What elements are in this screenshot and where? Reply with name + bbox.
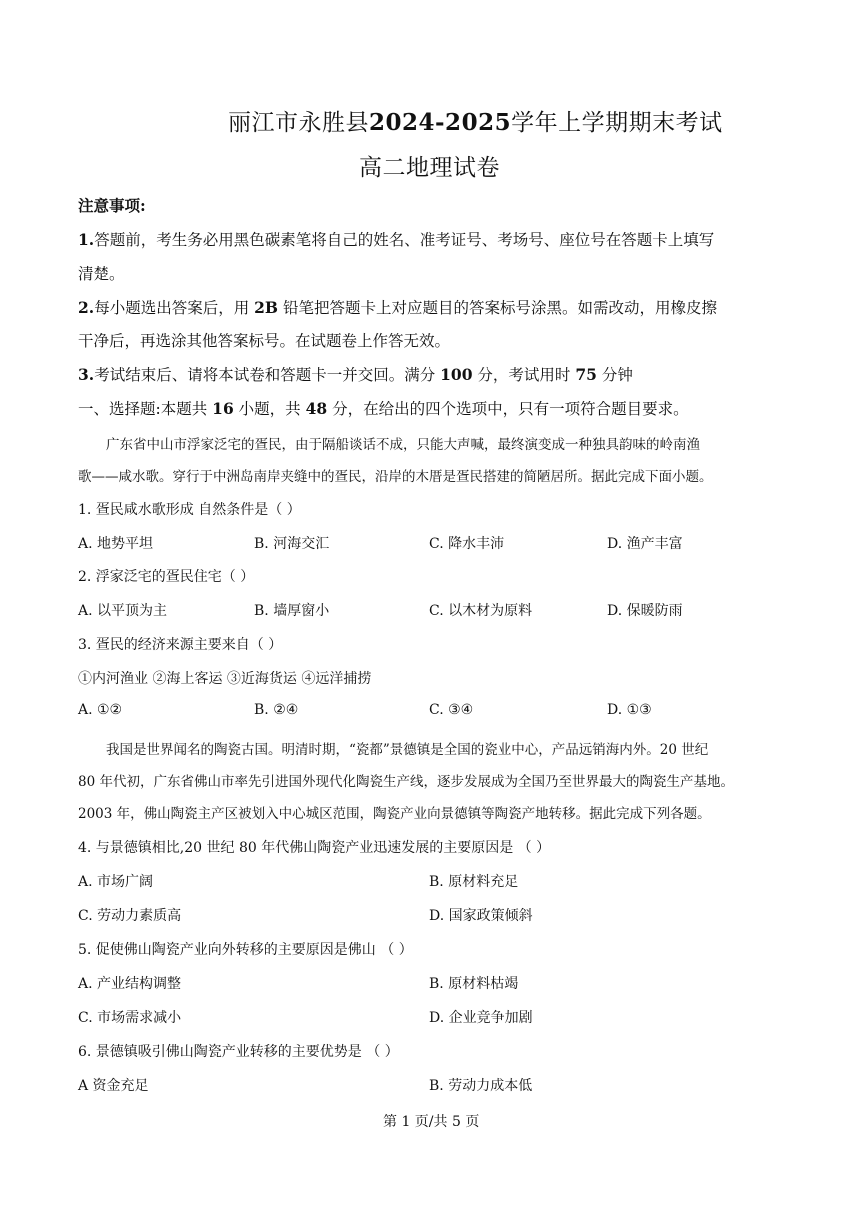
question-1-option-a: A. 地势平坦	[78, 536, 154, 552]
notice-item-1-cont: 清楚。	[78, 265, 125, 283]
notice-item-1	[78, 228, 714, 250]
question-5-option-b: B. 原材料枯竭	[429, 976, 519, 992]
question-3-option-d: D. ①③	[607, 702, 652, 718]
notice-num: 3.	[78, 365, 95, 384]
passage-1-line-1: 广东省中山市浮家泛宅的疍民，由于隔船谈话不成，只能大声喊，最终演变成一种独具韵味的岭南渔	[106, 437, 700, 453]
notice-bold: 75	[575, 365, 597, 384]
notice-item-2-cont: 干净后，再选涂其他答案标号。在试题卷上作答无效。	[78, 332, 451, 350]
notice-item-2	[78, 296, 717, 318]
notice-text: 答题前，考生务必用黑色碳素笔将自己的姓名、准考证号、考场号、座位号在答题卡上填写	[94, 231, 715, 249]
section-text: 小题，共	[233, 400, 306, 418]
title-year: 2024-2025	[369, 109, 512, 136]
page-footer: 第 1 页/共 5 页	[383, 1114, 480, 1130]
question-2-option-d: D. 保暖防雨	[607, 603, 683, 619]
question-2-option-c: C. 以木材为原料	[429, 603, 533, 619]
question-4-option-a: A. 市场广阔	[78, 874, 154, 890]
question-1-option-c: C. 降水丰沛	[429, 536, 505, 552]
notice-text: 考试结束后、请将本试卷和答题卡一并交回。满分	[94, 366, 441, 384]
passage-2-line-3: 2003 年，佛山陶瓷主产区被划入中心城区范围，陶瓷产业向景德镇等陶瓷产地转移。据此完成下列各题。	[78, 806, 711, 822]
question-4-option-b: B. 原材料充足	[429, 874, 519, 890]
exam-title	[228, 104, 723, 137]
question-4-option-d: D. 国家政策倾斜	[429, 908, 533, 924]
notice-bold: 100	[440, 365, 473, 384]
section-heading	[78, 397, 689, 419]
question-4-option-c: C. 劳动力素质高	[78, 908, 182, 924]
question-5-stem: 5. 促使佛山陶瓷产业向外转移的主要原因是佛山 （ ）	[78, 942, 413, 958]
exam-subtitle: 高二地理试卷	[359, 155, 500, 181]
section-text: 分，在给出的四个选项中，只有一项符合题目要求。	[327, 400, 689, 418]
question-6-stem: 6. 景德镇吸引佛山陶瓷产业转移的主要优势是 （ ）	[78, 1044, 399, 1060]
question-3-option-a: A. ①②	[78, 702, 123, 718]
notice-text: 铅笔把答题卡上对应题目的答案标号涂黑。如需改动，用橡皮擦	[278, 299, 717, 317]
section-bold: 16	[212, 399, 234, 418]
question-6-option-b: B. 劳动力成本低	[429, 1078, 533, 1094]
question-1-option-d: D. 渔产丰富	[607, 536, 683, 552]
question-1-stem: 1. 疍民咸水歌形成 自然条件是（ ）	[78, 502, 301, 518]
title-text-b: 学年上学期期末考试	[511, 110, 723, 136]
notice-text: 每小题选出答案后，用	[94, 299, 255, 317]
question-3-option-b: B. ②④	[254, 702, 299, 718]
section-bold: 48	[305, 399, 328, 418]
question-3-stem: 3. 疍民的经济来源主要来自（ ）	[78, 637, 283, 653]
question-3-option-c: C. ③④	[429, 702, 474, 718]
passage-2-line-2: 80 年代初，广东省佛山市率先引进国外现代化陶瓷生产线，逐步发展成为全国乃至世界最大的陶瓷生产基地。	[78, 774, 734, 790]
notice-bold: 2B	[254, 298, 279, 317]
question-4-stem: 4. 与景德镇相比,20 世纪 80 年代佛山陶瓷产业迅速发展的主要原因是 （ ）	[78, 840, 551, 856]
notice-heading: 注意事项:	[78, 196, 146, 215]
title-text: 丽江市永胜县	[228, 110, 369, 136]
section-text: 一、选择题:本题共	[78, 400, 213, 418]
question-2-stem: 2. 浮家泛宅的疍民住宅（ ）	[78, 569, 255, 585]
notice-num: 2.	[78, 298, 95, 317]
question-1-option-b: B. 河海交汇	[254, 536, 330, 552]
question-5-option-a: A. 产业结构调整	[78, 976, 182, 992]
notice-item-3	[78, 363, 633, 385]
notice-num: 1.	[78, 230, 95, 249]
notice-text: 分钟	[596, 366, 633, 384]
notice-text: 分，考试用时	[472, 366, 576, 384]
passage-2-line-1: 我国是世界闻名的陶瓷古国。明清时期，“瓷都”景德镇是全国的瓷业中心，产品远销海内外。20 世纪	[106, 742, 709, 758]
question-5-option-c: C. 市场需求减小	[78, 1010, 182, 1026]
question-2-option-b: B. 墙厚窗小	[254, 603, 330, 619]
question-3-items: ①内河渔业 ②海上客运 ③近海货运 ④远洋捕捞	[78, 671, 372, 687]
question-2-option-a: A. 以平顶为主	[78, 603, 168, 619]
passage-1-line-2: 歌——咸水歌。穿行于中洲岛南岸夹缝中的疍民，沿岸的木厝是疍民搭建的简陋居所。据此完成下面小题。	[78, 469, 713, 485]
question-6-option-a: A 资金充足	[78, 1078, 149, 1094]
question-5-option-d: D. 企业竞争加剧	[429, 1010, 533, 1026]
